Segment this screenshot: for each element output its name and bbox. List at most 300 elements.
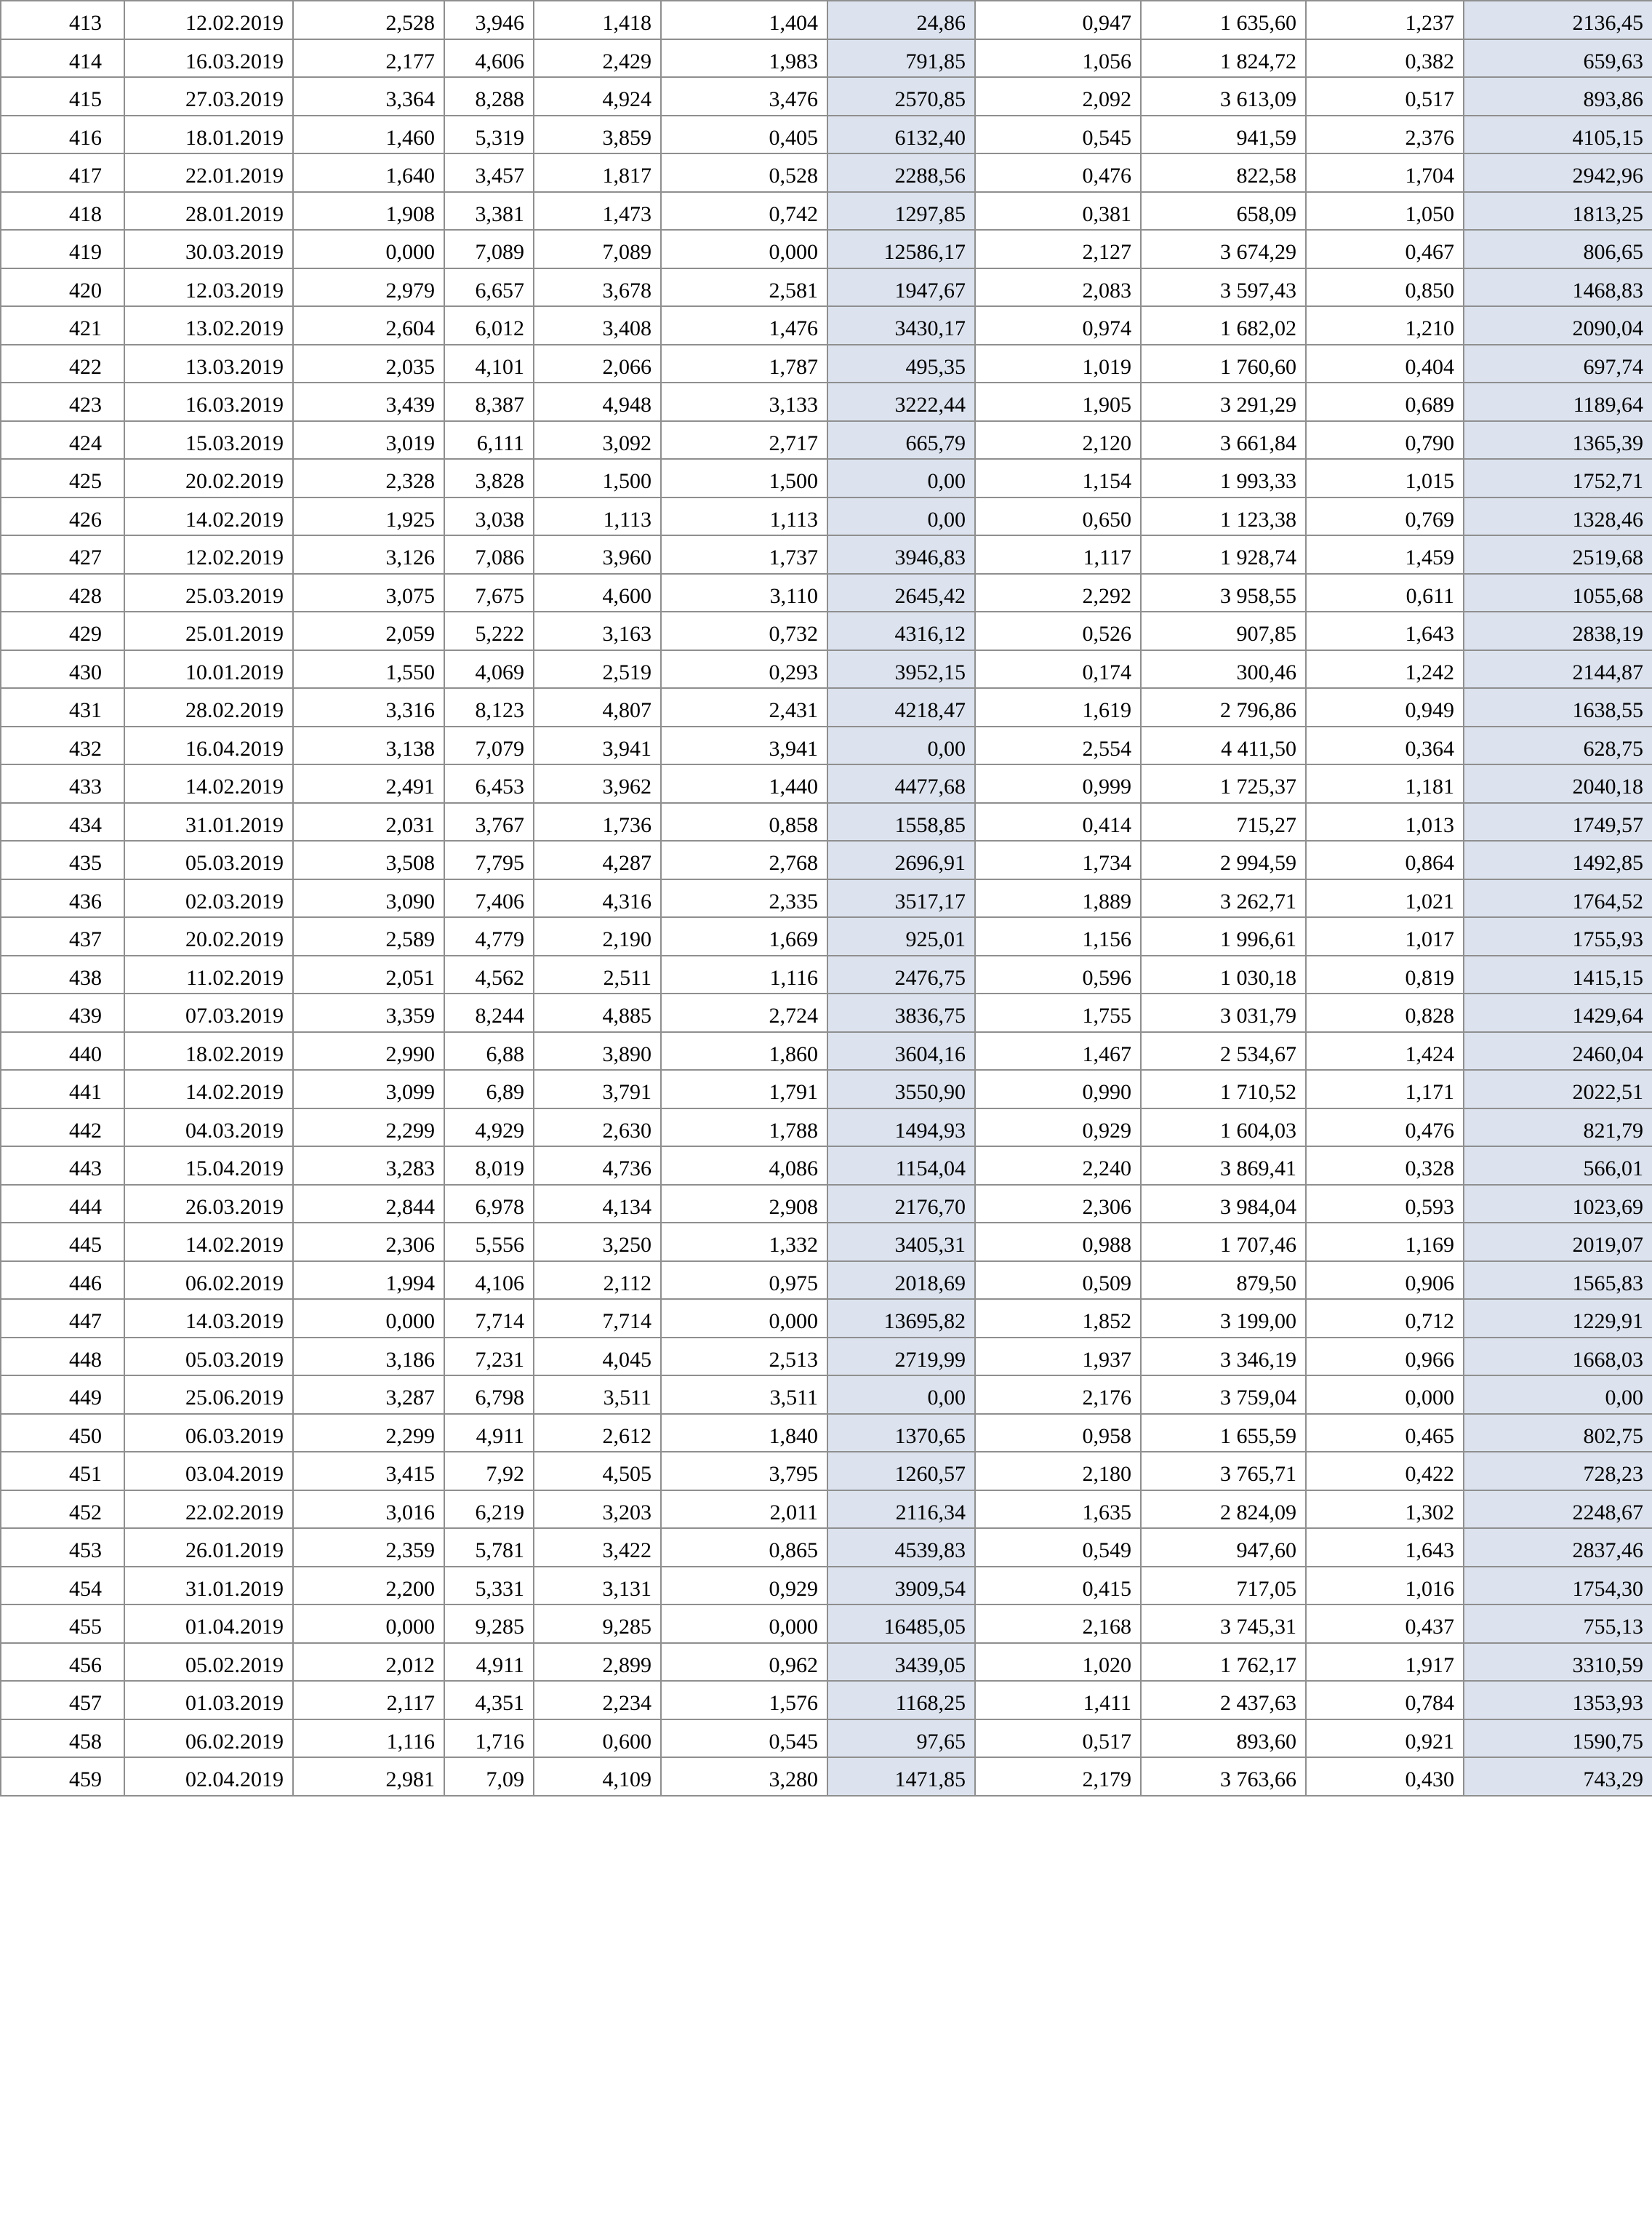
cell-value-1: 3,075 (293, 574, 444, 612)
cell-value-3: 4,885 (534, 994, 661, 1032)
table-row (1, 383, 1652, 421)
cell-value-8: 1,016 (1306, 1567, 1464, 1605)
cell-row-number: 451 (1, 1452, 124, 1490)
cell-value-2: 6,453 (444, 764, 534, 803)
cell-value-6: 0,974 (975, 306, 1141, 345)
cell-value-7: 893,60 (1141, 1719, 1306, 1758)
cell-row-number: 453 (1, 1528, 124, 1567)
cell-value-7: 1 710,52 (1141, 1070, 1306, 1108)
cell-value-2: 9,285 (444, 1604, 534, 1643)
cell-date: 12.03.2019 (124, 268, 293, 307)
cell-value-5: 6132,40 (827, 116, 975, 154)
cell-value-6: 0,414 (975, 803, 1141, 842)
cell-value-9: 628,75 (1464, 727, 1652, 765)
cell-value-3: 3,203 (534, 1490, 661, 1529)
cell-date: 31.01.2019 (124, 803, 293, 842)
cell-value-8: 1,704 (1306, 153, 1464, 192)
cell-value-2: 3,767 (444, 803, 534, 842)
cell-value-8: 0,712 (1306, 1299, 1464, 1338)
cell-date: 02.04.2019 (124, 1757, 293, 1796)
table-row (1, 879, 1652, 918)
cell-row-number: 430 (1, 650, 124, 689)
cell-value-8: 1,169 (1306, 1223, 1464, 1261)
cell-date: 27.03.2019 (124, 77, 293, 116)
cell-value-6: 0,174 (975, 650, 1141, 689)
cell-date: 12.02.2019 (124, 535, 293, 574)
cell-value-1: 1,460 (293, 116, 444, 154)
cell-value-9: 1429,64 (1464, 994, 1652, 1032)
table-row (1, 841, 1652, 879)
cell-value-7: 3 765,71 (1141, 1452, 1306, 1490)
cell-value-5: 24,86 (827, 1, 975, 39)
table-row (1, 1604, 1652, 1643)
cell-value-1: 2,059 (293, 612, 444, 650)
cell-value-6: 0,988 (975, 1223, 1141, 1261)
cell-row-number: 442 (1, 1108, 124, 1147)
cell-value-8: 1,459 (1306, 535, 1464, 574)
cell-value-8: 0,611 (1306, 574, 1464, 612)
cell-value-2: 7,92 (444, 1452, 534, 1490)
cell-value-1: 2,177 (293, 39, 444, 78)
cell-value-8: 0,465 (1306, 1414, 1464, 1452)
cell-value-1: 2,299 (293, 1108, 444, 1147)
cell-value-2: 4,606 (444, 39, 534, 78)
cell-date: 05.03.2019 (124, 1338, 293, 1376)
cell-value-3: 3,422 (534, 1528, 661, 1567)
cell-value-2: 4,779 (444, 917, 534, 956)
cell-value-9: 1055,68 (1464, 574, 1652, 612)
cell-value-3: 3,163 (534, 612, 661, 650)
cell-value-4: 3,795 (661, 1452, 827, 1490)
cell-value-3: 9,285 (534, 1604, 661, 1643)
cell-value-3: 0,600 (534, 1719, 661, 1758)
cell-value-9: 1492,85 (1464, 841, 1652, 879)
cell-value-5: 3405,31 (827, 1223, 975, 1261)
cell-value-7: 3 291,29 (1141, 383, 1306, 421)
cell-value-3: 3,941 (534, 727, 661, 765)
cell-value-4: 0,742 (661, 192, 827, 231)
cell-date: 25.06.2019 (124, 1375, 293, 1414)
cell-value-4: 2,011 (661, 1490, 827, 1529)
table-row (1, 574, 1652, 612)
cell-value-5: 1471,85 (827, 1757, 975, 1796)
cell-value-6: 0,999 (975, 764, 1141, 803)
table-row (1, 956, 1652, 994)
cell-value-5: 3909,54 (827, 1567, 975, 1605)
cell-value-5: 3517,17 (827, 879, 975, 918)
cell-value-4: 1,332 (661, 1223, 827, 1261)
table-row (1, 1070, 1652, 1108)
cell-value-7: 3 763,66 (1141, 1757, 1306, 1796)
cell-value-4: 1,500 (661, 459, 827, 497)
cell-value-3: 2,066 (534, 345, 661, 383)
cell-value-2: 8,123 (444, 688, 534, 727)
cell-value-7: 3 745,31 (1141, 1604, 1306, 1643)
cell-value-1: 2,981 (293, 1757, 444, 1796)
cell-value-6: 0,929 (975, 1108, 1141, 1147)
table-row (1, 1567, 1652, 1605)
cell-value-8: 0,850 (1306, 268, 1464, 307)
cell-value-4: 2,335 (661, 879, 827, 918)
cell-value-8: 0,476 (1306, 1108, 1464, 1147)
cell-date: 03.04.2019 (124, 1452, 293, 1490)
cell-value-5: 1154,04 (827, 1146, 975, 1185)
table-row (1, 1719, 1652, 1758)
cell-value-8: 0,593 (1306, 1185, 1464, 1223)
cell-value-6: 2,292 (975, 574, 1141, 612)
table-row (1, 1643, 1652, 1682)
cell-date: 10.01.2019 (124, 650, 293, 689)
cell-value-8: 1,302 (1306, 1490, 1464, 1529)
cell-value-5: 495,35 (827, 345, 975, 383)
cell-value-9: 1365,39 (1464, 421, 1652, 460)
cell-value-6: 1,755 (975, 994, 1141, 1032)
cell-row-number: 449 (1, 1375, 124, 1414)
cell-row-number: 433 (1, 764, 124, 803)
cell-value-9: 1813,25 (1464, 192, 1652, 231)
cell-value-1: 3,186 (293, 1338, 444, 1376)
cell-value-3: 1,817 (534, 153, 661, 192)
cell-value-1: 3,138 (293, 727, 444, 765)
cell-value-6: 0,381 (975, 192, 1141, 231)
cell-value-2: 3,457 (444, 153, 534, 192)
cell-value-9: 2519,68 (1464, 535, 1652, 574)
cell-value-5: 1260,57 (827, 1452, 975, 1490)
cell-date: 14.02.2019 (124, 497, 293, 536)
cell-value-2: 6,89 (444, 1070, 534, 1108)
cell-date: 14.02.2019 (124, 1223, 293, 1261)
cell-value-9: 743,29 (1464, 1757, 1652, 1796)
cell-value-4: 3,941 (661, 727, 827, 765)
cell-value-6: 1,117 (975, 535, 1141, 574)
cell-value-4: 0,000 (661, 1604, 827, 1643)
cell-value-8: 1,050 (1306, 192, 1464, 231)
cell-value-6: 1,905 (975, 383, 1141, 421)
cell-value-6: 1,411 (975, 1681, 1141, 1719)
cell-value-1: 1,994 (293, 1261, 444, 1300)
cell-value-8: 1,015 (1306, 459, 1464, 497)
cell-value-6: 2,092 (975, 77, 1141, 116)
cell-value-8: 1,021 (1306, 879, 1464, 918)
cell-value-7: 1 760,60 (1141, 345, 1306, 383)
cell-value-8: 0,467 (1306, 230, 1464, 268)
cell-date: 30.03.2019 (124, 230, 293, 268)
cell-value-2: 4,101 (444, 345, 534, 383)
cell-value-1: 2,051 (293, 956, 444, 994)
cell-value-7: 715,27 (1141, 803, 1306, 842)
cell-value-4: 1,787 (661, 345, 827, 383)
cell-value-7: 1 762,17 (1141, 1643, 1306, 1682)
cell-value-6: 0,517 (975, 1719, 1141, 1758)
cell-value-8: 1,013 (1306, 803, 1464, 842)
cell-value-4: 0,528 (661, 153, 827, 192)
cell-value-2: 8,288 (444, 77, 534, 116)
cell-value-9: 2040,18 (1464, 764, 1652, 803)
cell-value-9: 1468,83 (1464, 268, 1652, 307)
cell-value-9: 2144,87 (1464, 650, 1652, 689)
cell-value-9: 0,00 (1464, 1375, 1652, 1414)
cell-value-8: 0,000 (1306, 1375, 1464, 1414)
cell-date: 07.03.2019 (124, 994, 293, 1032)
cell-value-4: 2,431 (661, 688, 827, 727)
cell-value-9: 728,23 (1464, 1452, 1652, 1490)
cell-date: 02.03.2019 (124, 879, 293, 918)
cell-value-4: 1,860 (661, 1032, 827, 1071)
cell-row-number: 454 (1, 1567, 124, 1605)
cell-value-6: 0,596 (975, 956, 1141, 994)
cell-value-7: 947,60 (1141, 1528, 1306, 1567)
cell-row-number: 429 (1, 612, 124, 650)
cell-value-9: 2248,67 (1464, 1490, 1652, 1529)
table-row (1, 421, 1652, 460)
cell-value-7: 3 031,79 (1141, 994, 1306, 1032)
cell-date: 28.02.2019 (124, 688, 293, 727)
cell-row-number: 441 (1, 1070, 124, 1108)
cell-value-9: 4105,15 (1464, 116, 1652, 154)
cell-value-6: 2,176 (975, 1375, 1141, 1414)
cell-value-1: 2,589 (293, 917, 444, 956)
cell-row-number: 413 (1, 1, 124, 39)
cell-value-9: 2838,19 (1464, 612, 1652, 650)
cell-value-7: 1 604,03 (1141, 1108, 1306, 1147)
cell-value-3: 1,500 (534, 459, 661, 497)
cell-row-number: 447 (1, 1299, 124, 1338)
table-row (1, 727, 1652, 765)
cell-row-number: 445 (1, 1223, 124, 1261)
cell-value-4: 1,116 (661, 956, 827, 994)
cell-date: 13.02.2019 (124, 306, 293, 345)
cell-value-8: 0,790 (1306, 421, 1464, 460)
cell-value-1: 2,328 (293, 459, 444, 497)
cell-value-5: 665,79 (827, 421, 975, 460)
cell-value-9: 1189,64 (1464, 383, 1652, 421)
cell-value-2: 3,381 (444, 192, 534, 231)
cell-value-5: 3946,83 (827, 535, 975, 574)
cell-value-8: 0,784 (1306, 1681, 1464, 1719)
cell-value-1: 2,012 (293, 1643, 444, 1682)
cell-value-3: 2,519 (534, 650, 661, 689)
cell-date: 04.03.2019 (124, 1108, 293, 1147)
cell-value-2: 5,331 (444, 1567, 534, 1605)
cell-date: 20.02.2019 (124, 459, 293, 497)
cell-value-3: 3,408 (534, 306, 661, 345)
cell-date: 15.03.2019 (124, 421, 293, 460)
cell-value-3: 3,678 (534, 268, 661, 307)
table-row (1, 1757, 1652, 1796)
table-row (1, 1223, 1652, 1261)
cell-value-2: 6,88 (444, 1032, 534, 1071)
cell-value-7: 3 869,41 (1141, 1146, 1306, 1185)
cell-value-6: 1,019 (975, 345, 1141, 383)
table-row (1, 497, 1652, 536)
cell-value-4: 2,513 (661, 1338, 827, 1376)
cell-value-1: 3,415 (293, 1452, 444, 1490)
cell-value-1: 3,126 (293, 535, 444, 574)
cell-value-3: 3,250 (534, 1223, 661, 1261)
cell-value-2: 7,714 (444, 1299, 534, 1338)
cell-value-5: 12586,17 (827, 230, 975, 268)
cell-value-9: 802,75 (1464, 1414, 1652, 1452)
cell-value-2: 3,946 (444, 1, 534, 39)
cell-row-number: 455 (1, 1604, 124, 1643)
cell-value-1: 2,979 (293, 268, 444, 307)
cell-row-number: 427 (1, 535, 124, 574)
table-row (1, 688, 1652, 727)
cell-value-7: 717,05 (1141, 1567, 1306, 1605)
cell-value-2: 3,038 (444, 497, 534, 536)
cell-value-6: 0,526 (975, 612, 1141, 650)
cell-row-number: 458 (1, 1719, 124, 1758)
cell-value-9: 821,79 (1464, 1108, 1652, 1147)
cell-value-4: 0,858 (661, 803, 827, 842)
cell-value-5: 1947,67 (827, 268, 975, 307)
table-row (1, 1490, 1652, 1529)
cell-value-2: 7,231 (444, 1338, 534, 1376)
table-row (1, 1108, 1652, 1147)
cell-value-8: 0,949 (1306, 688, 1464, 727)
cell-value-5: 4218,47 (827, 688, 975, 727)
cell-value-6: 0,947 (975, 1, 1141, 39)
cell-value-5: 2645,42 (827, 574, 975, 612)
cell-value-8: 1,017 (1306, 917, 1464, 956)
cell-value-3: 1,473 (534, 192, 661, 231)
cell-value-8: 1,424 (1306, 1032, 1464, 1071)
cell-value-5: 3222,44 (827, 383, 975, 421)
cell-row-number: 428 (1, 574, 124, 612)
cell-value-6: 0,958 (975, 1414, 1141, 1452)
cell-value-3: 4,505 (534, 1452, 661, 1490)
cell-value-9: 697,74 (1464, 345, 1652, 383)
cell-value-1: 2,990 (293, 1032, 444, 1071)
cell-value-3: 4,807 (534, 688, 661, 727)
cell-row-number: 432 (1, 727, 124, 765)
cell-value-6: 1,020 (975, 1643, 1141, 1682)
cell-value-3: 4,287 (534, 841, 661, 879)
cell-value-8: 0,517 (1306, 77, 1464, 116)
cell-value-4: 4,086 (661, 1146, 827, 1185)
cell-value-3: 4,134 (534, 1185, 661, 1223)
cell-value-4: 0,405 (661, 116, 827, 154)
cell-value-7: 1 123,38 (1141, 497, 1306, 536)
cell-value-5: 0,00 (827, 497, 975, 536)
cell-value-1: 2,359 (293, 1528, 444, 1567)
cell-value-4: 2,724 (661, 994, 827, 1032)
cell-value-6: 2,306 (975, 1185, 1141, 1223)
cell-value-8: 1,237 (1306, 1, 1464, 39)
cell-value-7: 2 534,67 (1141, 1032, 1306, 1071)
cell-value-6: 2,179 (975, 1757, 1141, 1796)
cell-value-5: 791,85 (827, 39, 975, 78)
cell-value-2: 7,089 (444, 230, 534, 268)
cell-value-4: 1,113 (661, 497, 827, 536)
cell-value-2: 8,387 (444, 383, 534, 421)
cell-value-1: 1,640 (293, 153, 444, 192)
cell-row-number: 439 (1, 994, 124, 1032)
cell-value-8: 0,769 (1306, 497, 1464, 536)
table-row (1, 1375, 1652, 1414)
cell-value-8: 0,689 (1306, 383, 1464, 421)
cell-value-1: 3,508 (293, 841, 444, 879)
cell-date: 28.01.2019 (124, 192, 293, 231)
cell-value-8: 0,364 (1306, 727, 1464, 765)
cell-value-8: 0,906 (1306, 1261, 1464, 1300)
cell-value-2: 6,219 (444, 1490, 534, 1529)
cell-value-5: 97,65 (827, 1719, 975, 1758)
cell-value-7: 3 597,43 (1141, 268, 1306, 307)
cell-date: 14.02.2019 (124, 764, 293, 803)
cell-value-7: 3 613,09 (1141, 77, 1306, 116)
cell-value-4: 3,476 (661, 77, 827, 116)
cell-value-9: 3310,59 (1464, 1643, 1652, 1682)
cell-value-8: 0,382 (1306, 39, 1464, 78)
cell-value-4: 1,404 (661, 1, 827, 39)
cell-value-1: 2,844 (293, 1185, 444, 1223)
cell-value-6: 1,619 (975, 688, 1141, 727)
cell-date: 16.03.2019 (124, 383, 293, 421)
cell-value-1: 0,000 (293, 1604, 444, 1643)
cell-value-4: 3,110 (661, 574, 827, 612)
cell-value-8: 0,437 (1306, 1604, 1464, 1643)
cell-value-5: 2176,70 (827, 1185, 975, 1223)
cell-value-2: 7,079 (444, 727, 534, 765)
cell-value-9: 1749,57 (1464, 803, 1652, 842)
cell-date: 06.03.2019 (124, 1414, 293, 1452)
cell-row-number: 431 (1, 688, 124, 727)
cell-value-6: 2,554 (975, 727, 1141, 765)
cell-value-9: 2022,51 (1464, 1070, 1652, 1108)
cell-row-number: 415 (1, 77, 124, 116)
cell-value-4: 1,983 (661, 39, 827, 78)
cell-row-number: 419 (1, 230, 124, 268)
cell-value-1: 3,359 (293, 994, 444, 1032)
cell-value-3: 3,859 (534, 116, 661, 154)
cell-value-8: 2,376 (1306, 116, 1464, 154)
cell-value-4: 1,737 (661, 535, 827, 574)
cell-value-4: 0,000 (661, 1299, 827, 1338)
cell-value-6: 0,415 (975, 1567, 1141, 1605)
cell-value-3: 4,109 (534, 1757, 661, 1796)
cell-value-9: 755,13 (1464, 1604, 1652, 1643)
table-row (1, 345, 1652, 383)
cell-value-6: 2,180 (975, 1452, 1141, 1490)
cell-value-2: 7,406 (444, 879, 534, 918)
cell-value-6: 1,635 (975, 1490, 1141, 1529)
cell-value-7: 2 796,86 (1141, 688, 1306, 727)
cell-row-number: 452 (1, 1490, 124, 1529)
cell-value-3: 1,736 (534, 803, 661, 842)
cell-value-2: 6,657 (444, 268, 534, 307)
cell-value-6: 2,120 (975, 421, 1141, 460)
cell-value-8: 1,171 (1306, 1070, 1464, 1108)
table-row (1, 116, 1652, 154)
cell-value-8: 0,328 (1306, 1146, 1464, 1185)
cell-value-5: 4477,68 (827, 764, 975, 803)
cell-value-6: 1,467 (975, 1032, 1141, 1071)
table-row (1, 994, 1652, 1032)
cell-value-7: 3 674,29 (1141, 230, 1306, 268)
cell-value-5: 1370,65 (827, 1414, 975, 1452)
cell-value-3: 1,113 (534, 497, 661, 536)
table-row (1, 1032, 1652, 1071)
cell-value-1: 3,316 (293, 688, 444, 727)
table-row (1, 803, 1652, 842)
table-row (1, 459, 1652, 497)
cell-date: 05.03.2019 (124, 841, 293, 879)
table-row (1, 77, 1652, 116)
cell-value-2: 4,911 (444, 1643, 534, 1682)
cell-value-8: 1,643 (1306, 612, 1464, 650)
cell-value-1: 0,000 (293, 230, 444, 268)
